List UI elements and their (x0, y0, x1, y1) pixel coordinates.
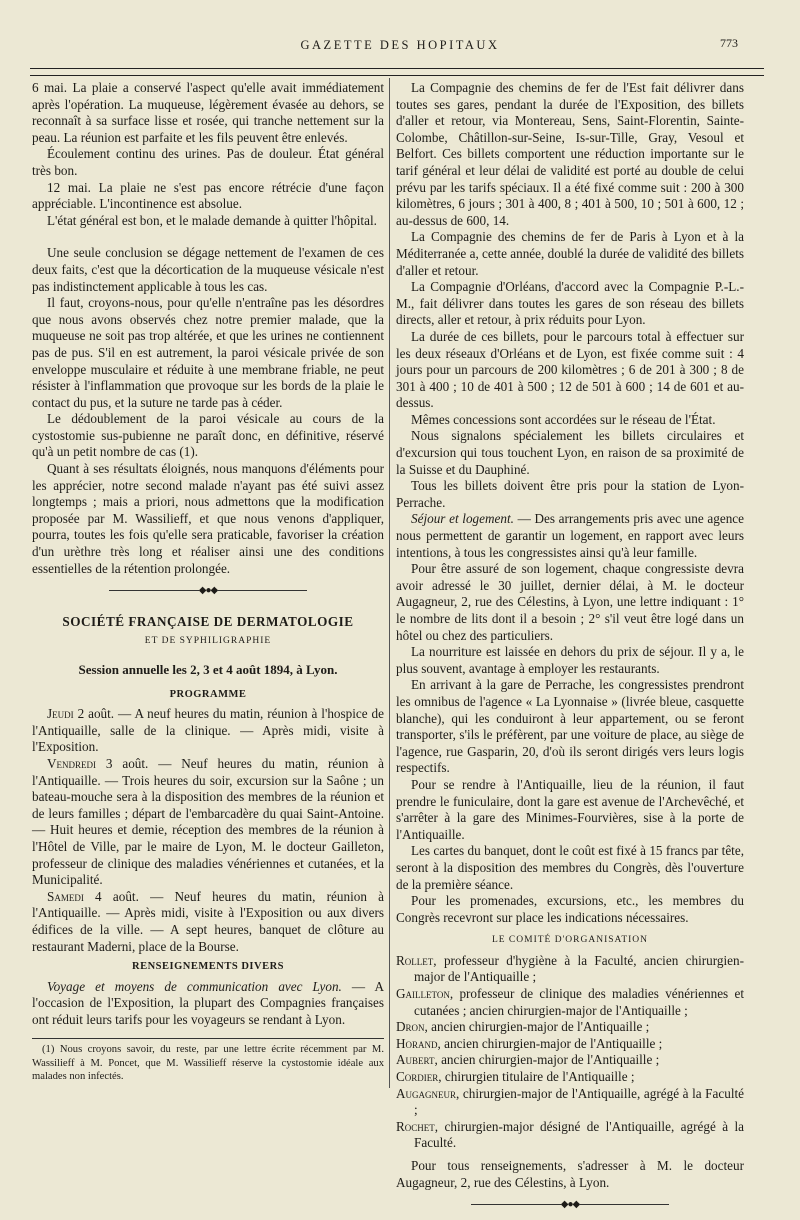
paragraph: Les cartes du banquet, dont le coût est fixé à 15 francs par tête, seront à la disposition des membres du Congrès, dès l'ouverture de la première séance. (396, 843, 744, 892)
programme-item: Samedi 4 août. — Neuf heures du matin, réunion à l'Antiquaille. — Après midi, visite à l'Exposition ou aux divers édifices de la ville. — A sept heures, banquet de clôture au restaurant Maderni, place de la Bourse. (32, 888, 384, 954)
day-name: Samedi (47, 888, 84, 904)
member-name: Aubert (396, 1052, 435, 1068)
paragraph: Quant à ses résultats éloignés, nous manquons d'éléments pour les apprécier, notre second malade n'ayant pas été suivi assez longtemps ; mais a priori, nous admettons que la modification proposée par M. Wassilieff, et que nous venons d'appliquer, pourra, toutes les fois qu'elle sera praticable, favoriser la création d'un urèthre très long et réaliser ainsi une des conditions essentielles de la rétention prolongée. (32, 461, 384, 576)
member-name: Augagneur (396, 1085, 457, 1101)
running-head (0, 38, 800, 58)
member-name: Rochet (396, 1118, 435, 1134)
programme-heading: PROGRAMME (169, 688, 247, 700)
programme-item: Vendredi 3 août. — Neuf heures du matin, réunion à l'Antiquaille. — Trois heures du soir, excursion sur la Saône ; un bateau-mouche sera à la disposition des membres de la réunion et de leurs familles ; départ de l'embarcadère du quai Saint-Antoine. — Huit heures et demie, réception des membres de la réunion à l'Hôtel de Ville, par le maire de Lyon, M. le docteur Gailleton, professeur de clinique des maladies vénériennes et cutanées, et la Municipalité. (32, 755, 384, 888)
footnote-rule (32, 1038, 384, 1039)
committee-member: Horand, ancien chirurgien-major de l'Antiquaille ; (396, 1035, 663, 1051)
member-name: Rollet (396, 952, 434, 968)
paragraph: Le dédoublement de la paroi vésicale au cours de la cystostomie sus-pubienne ne paraît donc, en définitive, réservé qu'à un petit nombre de cas (1). (32, 411, 384, 460)
programme-item: Jeudi 2 août. — A neuf heures du matin, réunion à l'hospice de l'Antiquaille, salle de la clinique. — Après midi, visite à l'Exposition. (32, 706, 384, 755)
committee-member: Gailleton, professeur de clinique des maladies vénériennes et cutanées ; ancien chirurgien-major de l'Antiquaille ; (396, 986, 744, 1018)
closing-paragraph: Pour tous renseignements, s'adresser à M. le docteur Augagneur, 2, rue des Célestins, à Lyon. (396, 1158, 744, 1190)
end-ornament: ◆●◆ (396, 1197, 744, 1214)
paragraph: Pour les promenades, excursions, etc., les membres du Congrès recevront sur place les indications nécessaires. (396, 893, 744, 925)
paragraph: La durée de ces billets, pour le parcours total à effectuer sur les deux réseaux d'Orléans et de Lyon, est fixée comme suit : 4 jours pour un parcours de 200 kilomètres ; 6 de 201 à 300 ; 8 de 301 à 400 ; 10 de 401 à 500 ; 12 de 501 à 600 ; 14 de 601 et au-dessus. (396, 328, 744, 411)
day-name: Jeudi (47, 706, 74, 722)
paragraph: Séjour et logement. — Des arrangements pris avec une agence nous permettent de garantir un logement, en rapport avec leurs intentions, à tous les congressistes ainsi qu'à leur famille. (396, 511, 744, 560)
section-ornament: ◆●◆ (32, 583, 384, 600)
committee-member: Cordier, chirurgien titulaire de l'Antiquaille ; (396, 1069, 635, 1085)
paragraph: La Compagnie d'Orléans, d'accord avec la Compagnie P.-L.-M., fait délivrer dans toutes les gares de son réseau des billets directs, aller et retour, à prix réduits pour Lyon. (396, 279, 744, 328)
paragraph: Nous signalons spécialement les billets circulaires et d'excursion qui tous touchent Lyon, en raison de sa proximité de la Suisse et du Dauphiné. (396, 428, 744, 477)
paragraph: L'état général est bon, et le malade demande à quitter l'hôpital. (47, 212, 377, 228)
footnote: (1) Nous croyons savoir, du reste, par une lettre écrite récemment par M. Wassilieff à M. Poncet, que M. Wassilieff réserve la cystostomie idéale aux malades non infectés. (32, 1044, 384, 1083)
paragraph: Mêmes concessions sont accordées sur le réseau de l'État. (411, 411, 716, 427)
right-column (396, 80, 744, 1220)
society-subtitle: ET DE SYPHILIGRAPHIE (144, 636, 272, 647)
member-name: Horand (396, 1035, 438, 1051)
committee-heading: LE COMITÉ D'ORGANISATION (491, 935, 649, 946)
left-column (32, 80, 384, 1084)
paragraph: La Compagnie des chemins de fer de l'Est fait délivrer dans toutes ses gares, pendant la durée de l'Exposition, des billets d'aller et retour, via Montereau, Sens, Saint-Florentin, Sainte-Colombe, Châtillon-sur-Seine, Is-sur-Tille, Gray, Vesoul et Belfort. Ces billets comportent une réduction importante sur le tarif général et leur délai de validité est porté au double de celui prévu par les tarifs spéciaux. Il a été fixé comme suit : 200 à 300 kilomètres, 6 jours ; 301 à 400, 8 ; 401 à 500, 10 ; 501 à 600, 12 ; au-dessus de 600, 14. (396, 80, 744, 228)
renseignements-heading: RENSEIGNEMENTS DIVERS (132, 961, 284, 973)
committee-member: Rollet, professeur d'hygiène à la Faculté, ancien chirurgien-major de l'Antiquaille ; (396, 952, 744, 985)
paragraph: Pour être assuré de son logement, chaque congressiste devra avoir adressé le 30 juillet, dernier délai, à M. le docteur Augagneur, 2, rue des Célestins, à Lyon, une lettre indiquant : 1° le nombre de lits dont il a besoin ; 2° s'il veut être logé dans un hôtel ou chez des particuliers. (396, 561, 744, 643)
committee-member: Dron, ancien chirurgien-major de l'Antiquaille ; (396, 1019, 650, 1035)
member-name: Dron (396, 1019, 425, 1035)
paragraph: Il faut, croyons-nous, pour qu'elle n'entraîne pas les désordres que nous avons observés chez notre premier malade, que la muqueuse ne soit pas trop altérée, et que les urines ne contiennent pas de pus. S'il en est autrement, la paroi vésicale privée de son enveloppe musculaire et réduite à une membrane friable, ne peut résister à l'inflammation que provoque sur les bords de la plaie le contact du pus, et la suture ne tarde pas à céder. (32, 295, 384, 410)
member-name: Cordier (396, 1069, 439, 1085)
paragraph: Pour se rendre à l'Antiquaille, lieu de la réunion, il faut prendre le funiculaire, dont la gare est avenue de l'Archevêché, et s'arrêter à la gare des Minimes-Fourvières, sise à la porte de l'Antiquaille. (396, 776, 744, 842)
committee-member: Aubert, ancien chirurgien-major de l'Antiquaille ; (396, 1052, 660, 1068)
paragraph: Écoulement continu des urines. Pas de douleur. État général très bon. (32, 146, 384, 178)
session-heading: Session annuelle les 2, 3 et 4 août 1894, à Lyon. (78, 662, 338, 677)
running-title: GAZETTE DES HOPITAUX (300, 38, 500, 52)
header-double-rule (30, 68, 764, 76)
member-name: Gailleton (396, 986, 450, 1002)
subsection-lead: Voyage et moyens de communication avec Lyon. (47, 978, 342, 994)
paragraph: La nourriture est laissée en dehors du prix de séjour. Il y a, le plus souvent, avantage à employer les restaurants. (396, 644, 744, 676)
paragraph: Une seule conclusion se dégage nettement de l'examen de ces deux faits, c'est que la décortication de la muqueuse vésicale n'est pas indistinctement applicable à tous les cas. (32, 245, 384, 294)
paragraph: La Compagnie des chemins de fer de Paris à Lyon et à la Méditerranée a, cette année, doublé la durée de validité des billets d'aller et retour. (396, 229, 744, 278)
paragraph: 6 mai. La plaie a conservé l'aspect qu'elle avait immédiatement après l'opération. La muqueuse, légèrement évasée au dehors, se reconnaît à sa surface lisse et rosée, qui tranche nettement sur la peau. La réunion est parfaite et les fils peuvent être enlevés. (32, 80, 384, 145)
society-title: SOCIÉTÉ FRANÇAISE DE DERMATOLOGIE (62, 613, 354, 629)
committee-member: Rochet, chirurgien-major désigné de l'Antiquaille, agrégé à la Faculté. (396, 1118, 744, 1151)
spacer (32, 229, 384, 245)
paragraph: Tous les billets doivent être pris pour la station de Lyon-Perrache. (396, 478, 744, 510)
paragraph: Voyage et moyens de communication avec Lyon. — A l'occasion de l'Exposition, la plupart des Compagnies françaises ont réduit leurs tarifs pour les voyageurs se rendant à Lyon. (32, 978, 384, 1027)
paragraph: 12 mai. La plaie ne s'est pas encore rétrécie d'une façon appréciable. L'incontinence est absolue. (32, 179, 384, 212)
column-divider (389, 78, 390, 1088)
day-name: Vendredi (47, 755, 97, 771)
subsection-lead: Séjour et logement. (411, 511, 514, 527)
page-number: 773 (720, 36, 738, 50)
paragraph: En arrivant à la gare de Perrache, les congressistes prendront les omnibus de l'agence « La Lyonnaise » (livrée bleue, casquette blanche), qui les conduiront à leur appartement, ou se feront transporter, s'ils le préfèrent, par une voiture de place, au siège de l'agence, rue Gasparin, 20, d'où ils seront dirigés vers leurs logis respectifs. (396, 677, 744, 776)
committee-member: Augagneur, chirurgien-major de l'Antiquaille, agrégé à la Faculté ; (396, 1085, 744, 1118)
